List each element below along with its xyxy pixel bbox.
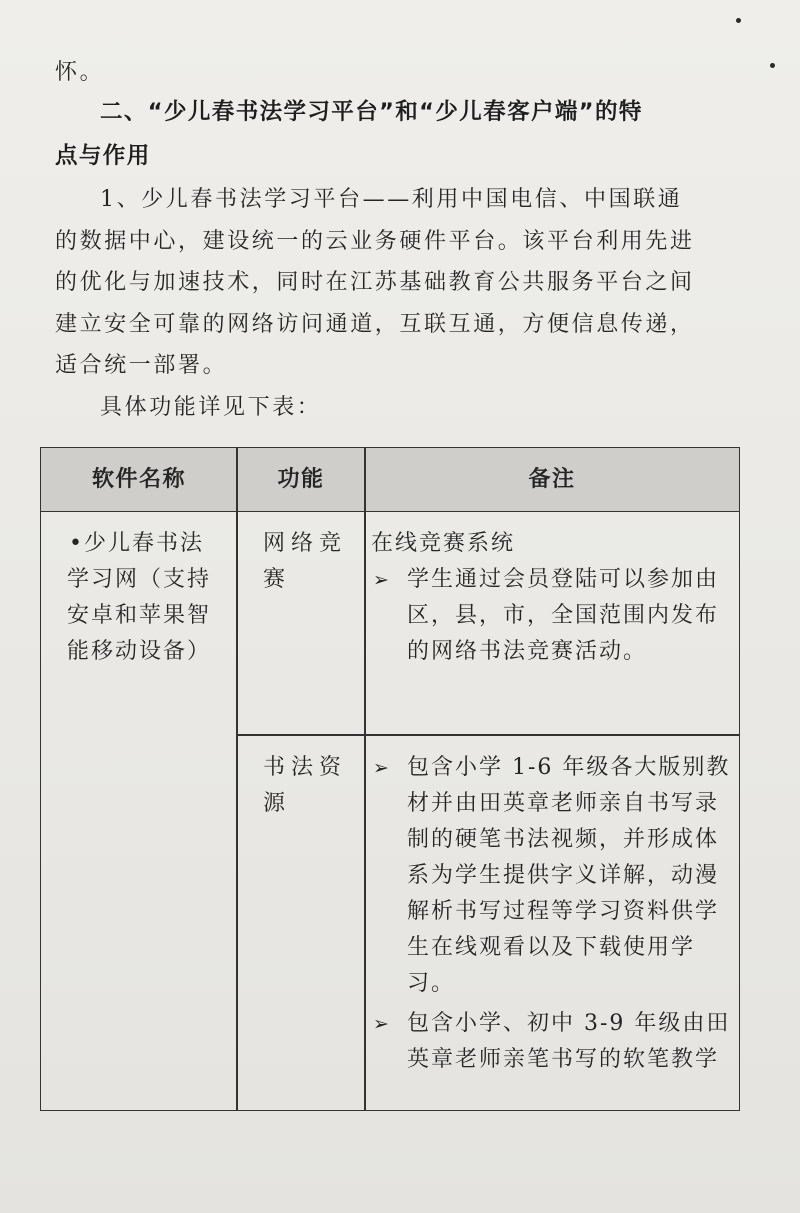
row-divider (237, 734, 739, 736)
table-intro: 具体功能详见下表： (100, 395, 322, 420)
software-name-line: 学习网（支持 (67, 567, 212, 592)
section-heading-line1: 二、“少儿春书法学习平台”和“少儿春客户端”的特 (100, 99, 643, 125)
note-title: 在线竞赛系统 (371, 531, 516, 556)
note-line: 系为学生提供字义详解，动漫 (407, 863, 720, 888)
software-name-cell (67, 526, 233, 670)
note-line: 区，县，市，全国范围内发布 (407, 603, 720, 628)
function-line: 赛 (263, 567, 292, 592)
note-line: 生在线观看以及下载使用学 (407, 935, 696, 960)
software-name-line: •少儿春书法 (69, 531, 204, 556)
header-software-name: 软件名称 (91, 467, 186, 492)
arrow-bullet-icon: ➢ (373, 1013, 391, 1035)
header-notes: 备注 (528, 467, 576, 492)
note-line: 解析书写过程等学习资料供学 (407, 899, 720, 924)
note-line: 英章老师亲笔书写的软笔教学 (407, 1047, 720, 1072)
note-line: 包含小学、初中 3-9 年级由田 (407, 1011, 731, 1036)
function-cell-resources (263, 750, 359, 822)
note-line: 的网络书法竞赛活动。 (407, 639, 648, 664)
header-function: 功能 (277, 467, 325, 492)
corner-mark (770, 63, 775, 68)
function-cell-competition (263, 526, 359, 598)
software-name-line: 能移动设备） (67, 639, 212, 664)
function-line: 网络竞 (263, 531, 348, 556)
note-cell-competition (371, 526, 735, 670)
function-line: 书法资 (263, 755, 348, 780)
note-line: 材并由田英章老师亲自书写录 (407, 791, 720, 816)
note-line: 包含小学 1-6 年级各大版别教 (407, 755, 731, 780)
paragraph-line: 的优化与加速技术，同时在江苏基础教育公共服务平台之间 (55, 270, 695, 295)
paragraph-line: 适合统一部署。 (55, 353, 228, 378)
software-name-line: 安卓和苹果智 (67, 603, 212, 628)
table-header-row (41, 448, 739, 512)
paragraph-line: 的数据中心，建设统一的云业务硬件平台。该平台利用先进 (55, 229, 695, 254)
paragraph-line: 1、少儿春书法学习平台——利用中国电信、中国联通 (100, 187, 683, 212)
arrow-bullet-icon: ➢ (373, 757, 391, 779)
function-line: 源 (263, 791, 292, 816)
feature-table (40, 447, 740, 1111)
column-divider (364, 448, 366, 1110)
note-line: 制的硬笔书法视频，并形成体 (407, 827, 720, 852)
column-divider (236, 448, 238, 1110)
note-cell-resources (371, 750, 735, 1078)
section-heading-line2: 点与作用 (55, 143, 151, 169)
note-line: 习。 (407, 971, 456, 996)
intro-tail: 怀。 (55, 60, 105, 85)
arrow-bullet-icon: ➢ (373, 569, 391, 591)
note-line: 学生通过会员登陆可以参加由 (407, 567, 720, 592)
corner-mark (736, 18, 741, 23)
paragraph-line: 建立安全可靠的网络访问通道，互联互通，方便信息传递， (55, 312, 695, 337)
